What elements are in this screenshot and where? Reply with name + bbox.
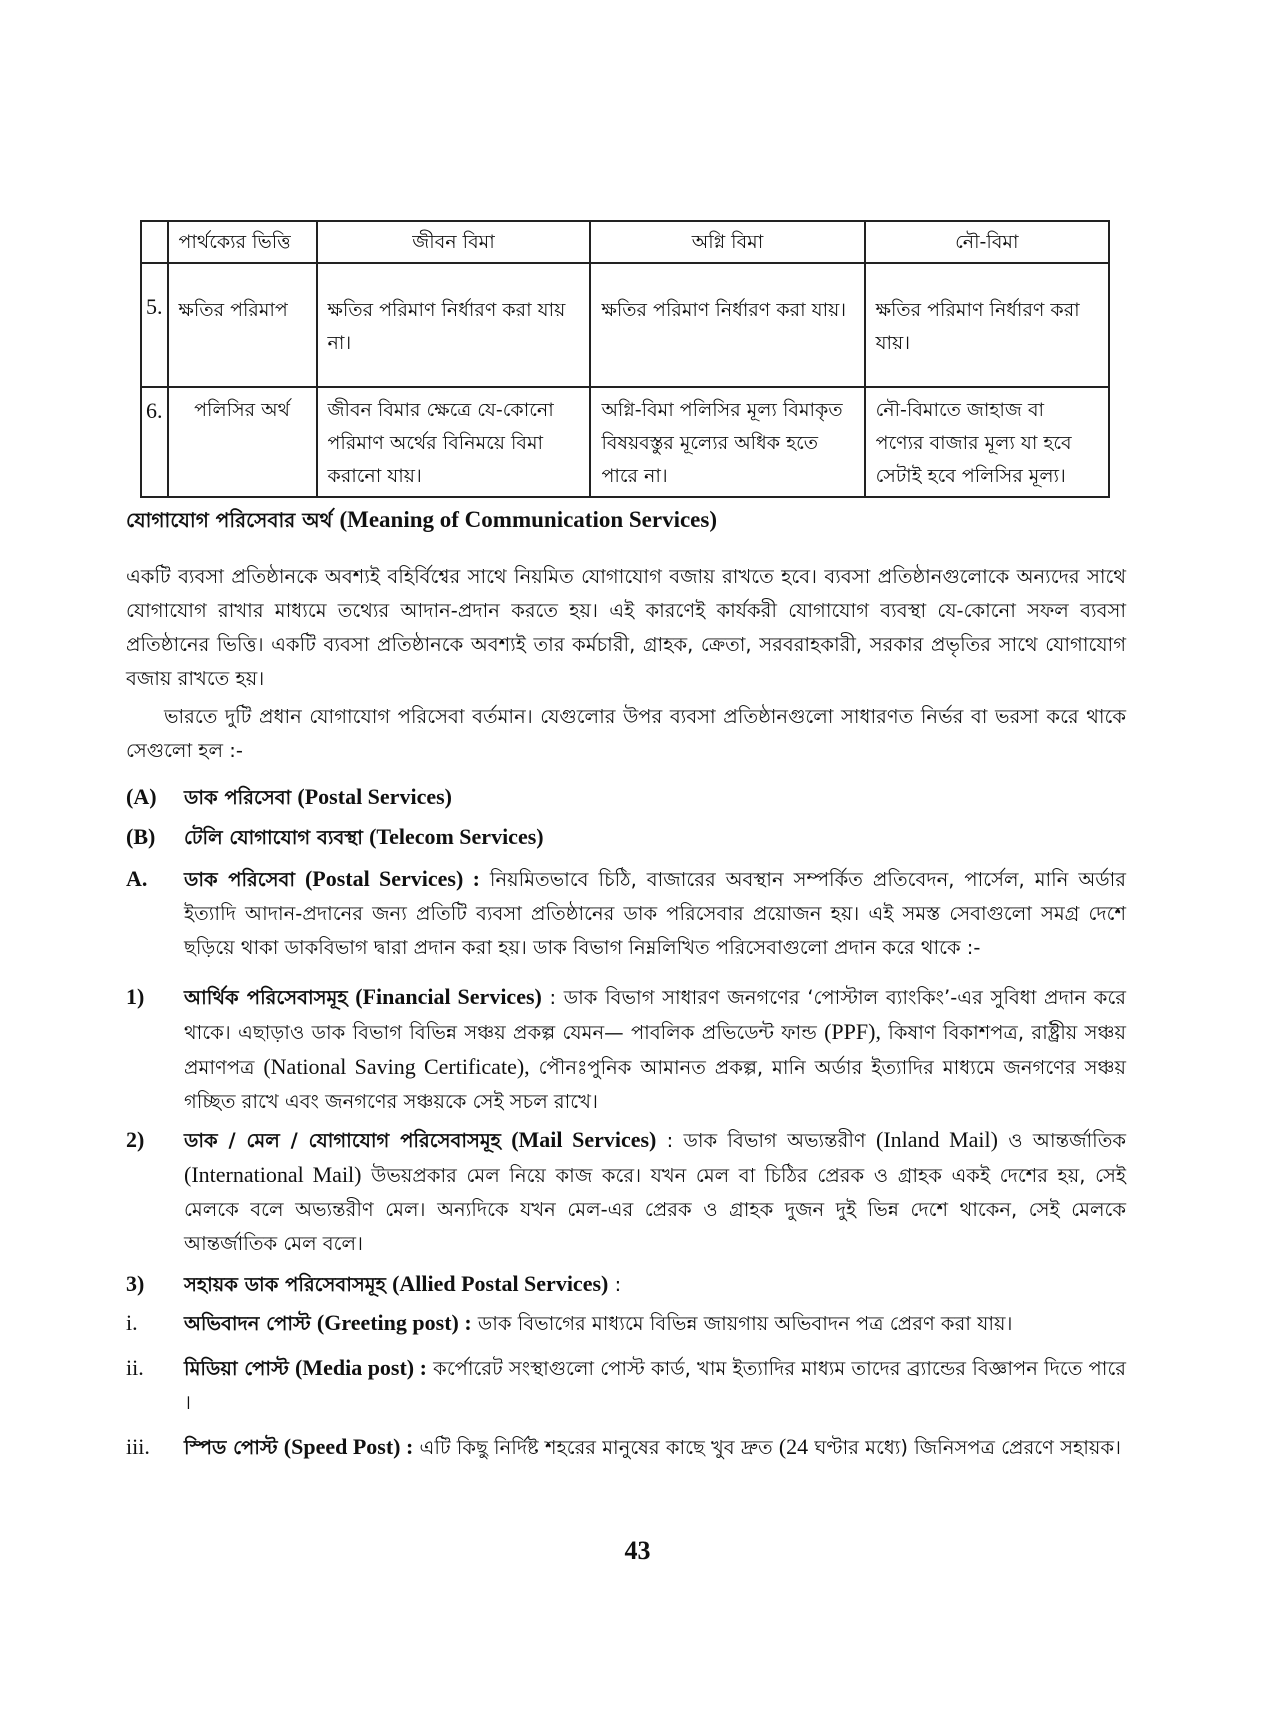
- second-paragraph: ভারতে দুটি প্রধান যোগাযোগ পরিসেবা বর্তমান। যেগুলোর উপর ব্যবসা প্রতিষ্ঠানগুলো সাধারণত নির্ভর বা ভরসা করে থাকে সেগুলো হল :-: [126, 705, 1126, 762]
- table-row: [141, 387, 1109, 497]
- international-mail-text: (International Mail): [184, 1162, 362, 1187]
- item-title-en: (Greeting post) :: [316, 1310, 472, 1335]
- row-basis: পলিসির অর্থ: [168, 387, 317, 497]
- row-number: 6.: [141, 387, 168, 497]
- financial-services-item: [126, 980, 1126, 1119]
- greeting-post-item: [126, 1306, 1126, 1341]
- speed-post-item: [126, 1430, 1126, 1465]
- list-item-postal: [126, 780, 1126, 815]
- item-text: উভয়প্রকার মেল নিয়ে কাজ করে। যখন মেল বা চিঠির প্রেরক ও গ্রাহক একই দেশের হয়, সেই মেলকে বলে অভ্যন্তরীণ মেল। অন্যদিকে যখন মেল-এর প্রেরক ও গ্রাহক দুজন দুই ভিন্ন দেশে থাকেন, সেই মেলকে আন্তর্জাতিক মেল বলে।: [184, 1164, 1127, 1255]
- item-title-bn: সহায়ক ডাক পরিসেবাসমূহ: [184, 1273, 386, 1296]
- table-row: [141, 263, 1109, 387]
- item-marker: 1): [126, 984, 145, 1009]
- item-title-en: (Allied Postal Services): [392, 1271, 609, 1296]
- item-title-bn: টেলি যোগাযোগ ব্যবস্থা: [184, 826, 363, 849]
- row-fire: অগ্নি-বিমা পলিসির মূল্য বিমাকৃত বিষয়বস্তুর মূল্যের অধিক হতে পারে না।: [590, 387, 864, 497]
- ppf-text: (PPF),: [824, 1019, 881, 1044]
- allied-postal-item: [126, 1267, 1126, 1302]
- item-text: : ডাক বিভাগ অভ্যন্তরীণ: [666, 1129, 866, 1152]
- mail-services-item: [126, 1123, 1126, 1261]
- item-title-en: (Postal Services) :: [304, 866, 480, 891]
- table-header-basis: পার্থক্যের ভিত্তি: [168, 221, 317, 263]
- media-post-item: [126, 1351, 1126, 1420]
- item-text: ডাক বিভাগের মাধ্যমে বিভিন্ন জায়গায় অভিবাদন পত্র প্রেরণ করা যায়।: [477, 1312, 1013, 1335]
- section-heading: [126, 506, 717, 539]
- hours-text: (24: [778, 1434, 809, 1459]
- item-text: কিষাণ বিকাশপত্র, রাষ্ট্রীয় সঞ্চয় প্রমাণপত্র: [184, 1021, 1126, 1079]
- item-title-bn: ডাক পরিসেবা: [184, 868, 295, 891]
- item-title-bn: অভিবাদন পোস্ট: [184, 1312, 311, 1335]
- item-text: এটি কিছু নির্দিষ্ট শহরের মানুষের কাছে খুব দ্রুত: [419, 1436, 773, 1459]
- row-number: 5.: [141, 263, 168, 387]
- row-marine: ক্ষতির পরিমাণ নির্ধারণ করা যায়।: [865, 263, 1109, 387]
- nsc-text: (National Saving Certificate),: [263, 1054, 530, 1079]
- item-marker: 2): [126, 1127, 145, 1152]
- item-marker: ii.: [126, 1355, 144, 1380]
- item-title-en: (Financial Services): [355, 984, 542, 1009]
- item-title-bn: ডাক পরিসেবা: [184, 786, 292, 809]
- item-title-bn: আর্থিক পরিসেবাসমূহ: [184, 986, 348, 1009]
- item-title-en: (Speed Post) :: [283, 1434, 414, 1459]
- item-title-en: (Media post) :: [294, 1355, 427, 1380]
- item-marker: i.: [126, 1310, 138, 1335]
- table-header-marine: নৌ-বিমা: [865, 221, 1109, 263]
- row-basis: ক্ষতির পরিমাপ: [168, 263, 317, 387]
- item-text: নিয়মিতভাবে চিঠি, বাজারের অবস্থান সম্পর্কিত প্রতিবেদন, পার্সেল, মানি অর্ডার ইত্যাদি আদান-প্রদানের জন্য প্রতিটি ব্যবসা প্রতিষ্ঠানের ডাক পরিসেবার প্রয়োজন হয়। এই সমস্ত সেবাগুলো সমগ্র দেশে ছড়িয়ে থাকা ডাকবিভাগ দ্বারা প্রদান করা হয়। ডাক বিভাগ নিম্নলিখিত পরিসেবাগুলো প্রদান করে থাকে :-: [184, 868, 1126, 959]
- comparison-table: [140, 220, 1110, 498]
- list-item-telecom: [126, 820, 1126, 855]
- item-text: ঘণ্টার মধ্যে) জিনিসপত্র প্রেরণে সহায়ক।: [814, 1436, 1122, 1459]
- item-text: ও আন্তর্জাতিক: [1008, 1129, 1127, 1152]
- row-fire: ক্ষতির পরিমাণ নির্ধারণ করা যায়।: [590, 263, 864, 387]
- row-life: ক্ষতির পরিমাণ নির্ধারণ করা যায় না।: [317, 263, 591, 387]
- table-header-life: জীবন বিমা: [317, 221, 591, 263]
- item-marker: (A): [126, 784, 157, 809]
- item-title-en: (Telecom Services): [369, 824, 544, 849]
- row-marine: নৌ-বিমাতে জাহাজ বা পণ্যের বাজার মূল্য যা হবে সেটাই হবে পলিসির মূল্য।: [865, 387, 1109, 497]
- section-heading-en: (Meaning of Communication Services): [339, 507, 718, 532]
- item-text: : ডাক বিভাগ সাধারণ জনগণের ‘পোস্টাল ব্যাংকিং’-এর সুবিধা প্রদান করে থাকে। এছাড়াও ডাক বিভাগ বিভিন্ন সঞ্চয় প্রকল্প যেমন— পাবলিক প্রভিডেন্ট ফান্ড: [184, 986, 1127, 1044]
- table-header-num: [141, 221, 168, 263]
- item-marker: A.: [126, 866, 148, 891]
- item-title-en: (Postal Services): [297, 784, 452, 809]
- item-text: কর্পোরেট সংস্থাগুলো পোস্ট কার্ড, খাম ইত্যাদির মাধ্যম তাদের ব্র্যান্ডের বিজ্ঞাপন দিতে পারে ।: [184, 1357, 1127, 1414]
- item-marker: 3): [126, 1271, 145, 1296]
- section-heading-bn: যোগাযোগ পরিসেবার অর্থ: [126, 508, 333, 532]
- item-title-bn: স্পিড পোস্ট: [184, 1436, 278, 1459]
- item-text: পৌনঃপুনিক আমানত প্রকল্প, মানি অর্ডার ইত্যাদির মাধ্যমে জনগণের সঞ্চয় গচ্ছিত রাখে এবং জনগণের সঞ্চয়কে সেই সচল রাখে।: [184, 1056, 1127, 1113]
- item-marker: iii.: [126, 1434, 150, 1459]
- table-header-fire: অগ্নি বিমা: [590, 221, 864, 263]
- inland-mail-text: (Inland Mail): [876, 1127, 998, 1152]
- item-title-en: (Mail Services): [511, 1127, 657, 1152]
- item-marker: (B): [126, 824, 156, 849]
- postal-services-detail: [126, 862, 1126, 965]
- item-title-bn: মিডিয়া পোস্ট: [184, 1357, 289, 1380]
- intro-paragraph: একটি ব্যবসা প্রতিষ্ঠানকে অবশ্যই বহির্বিশ্বের সাথে নিয়মিত যোগাযোগ বজায় রাখতে হবে। ব্যবসা প্রতিষ্ঠানগুলোকে অন্যদের সাথে যোগাযোগ রাখার মাধ্যমে তথ্যের আদান-প্রদান করতে হয়। এই কারণেই কার্যকরী যোগাযোগ ব্যবস্থা যে-কোনো সফল ব্যবসা প্রতিষ্ঠানের ভিত্তি। একটি ব্যবসা প্রতিষ্ঠানকে অবশ্যই তার কর্মচারী, গ্রাহক, ক্রেতা, সরবরাহকারী, সরকার প্রভৃতির সাথে যোগাযোগ বজায় রাখতে হয়।: [126, 565, 1126, 690]
- row-life: জীবন বিমার ক্ষেত্রে যে-কোনো পরিমাণ অর্থের বিনিময়ে বিমা করানো যায়।: [317, 387, 591, 497]
- item-title-bn: ডাক / মেল / যোগাযোগ পরিসেবাসমূহ: [184, 1129, 501, 1152]
- page-number: 43: [624, 1536, 651, 1565]
- item-text: :: [614, 1273, 622, 1296]
- table-header-row: [141, 221, 1109, 263]
